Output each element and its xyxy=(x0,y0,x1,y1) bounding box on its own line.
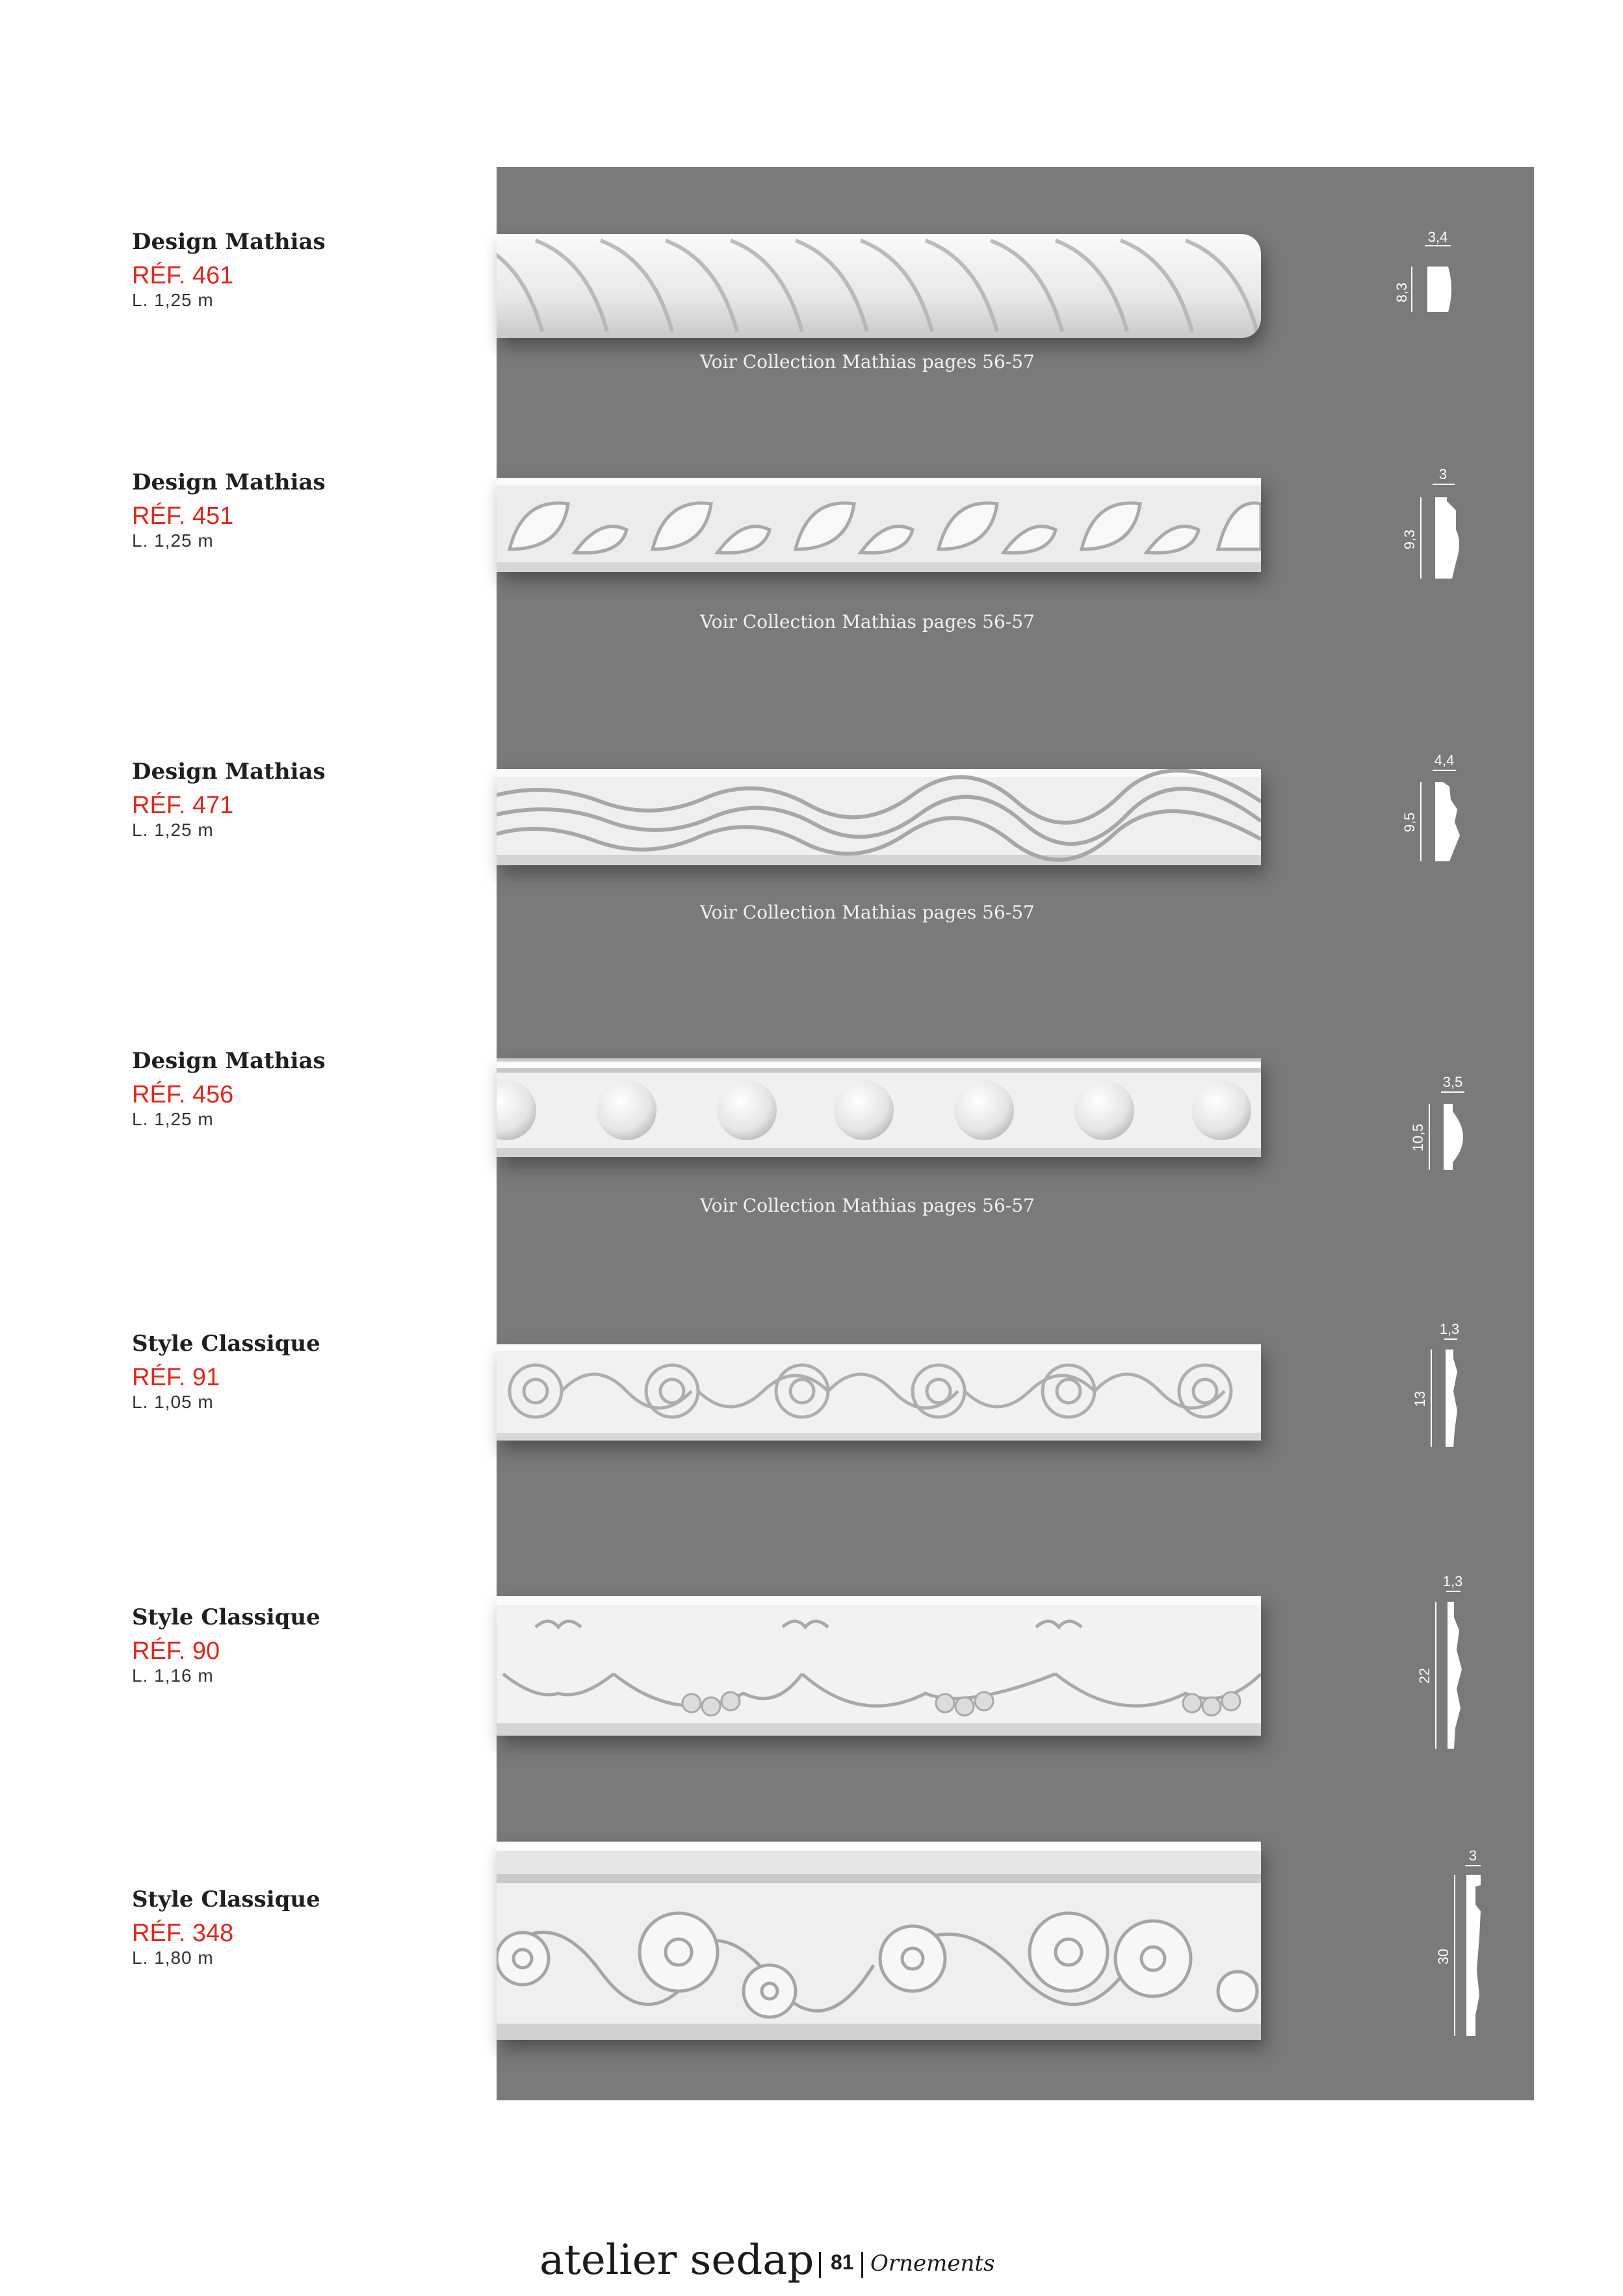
section-title: Ornements xyxy=(870,2250,995,2276)
footer-divider xyxy=(819,2252,821,2278)
product-reference: RÉF. 348 xyxy=(132,1920,234,1947)
product-length: L. 1,25 m xyxy=(132,530,214,551)
product-name: Design Mathias xyxy=(132,229,326,255)
collection-note: Voir Collection Mathias pages 56-57 xyxy=(700,902,1035,923)
profile-width: 3 xyxy=(1468,1847,1477,1864)
brand-name: atelier sedap xyxy=(539,2236,814,2284)
product-name: Style Classique xyxy=(132,1331,320,1357)
product-90-info xyxy=(132,1603,457,1686)
collection-note: Voir Collection Mathias pages 56-57 xyxy=(700,351,1035,372)
profile-width: 3 xyxy=(1438,466,1448,482)
collection-note: Voir Collection Mathias pages 56-57 xyxy=(700,1195,1035,1216)
profile-height: 9,5 xyxy=(1401,812,1418,833)
product-reference: RÉF. 451 xyxy=(132,502,234,530)
profile-91-drawing xyxy=(1412,1320,1469,1450)
moulding-461-rope xyxy=(497,234,1261,338)
profile-471-drawing xyxy=(1401,751,1462,868)
profile-width: 3,5 xyxy=(1442,1074,1463,1090)
product-name: Design Mathias xyxy=(132,469,326,495)
profile-height: 8,3 xyxy=(1394,282,1410,303)
profile-height: 13 xyxy=(1412,1390,1428,1407)
product-name: Design Mathias xyxy=(132,1048,326,1074)
product-348-info xyxy=(132,1885,457,1968)
collection-note: Voir Collection Mathias pages 56-57 xyxy=(700,611,1035,633)
product-length: L. 1,25 m xyxy=(132,290,214,310)
profile-height: 30 xyxy=(1435,1948,1451,1965)
profile-90-drawing xyxy=(1416,1572,1479,1754)
product-length: L. 1,25 m xyxy=(132,1109,214,1129)
moulding-90-garlands xyxy=(497,1596,1261,1736)
profile-height: 22 xyxy=(1416,1667,1433,1684)
product-reference: RÉF. 471 xyxy=(132,792,234,819)
footer-divider xyxy=(861,2252,863,2278)
page-number: 81 xyxy=(831,2250,854,2274)
product-reference: RÉF. 456 xyxy=(132,1081,234,1108)
product-91-info xyxy=(132,1329,457,1413)
product-length: L. 1,25 m xyxy=(132,820,214,840)
profile-456-drawing xyxy=(1410,1073,1472,1177)
profile-height: 10,5 xyxy=(1410,1123,1426,1152)
profile-461-drawing xyxy=(1394,228,1456,319)
product-reference: RÉF. 91 xyxy=(132,1364,220,1391)
product-name: Design Mathias xyxy=(132,759,326,785)
product-456-info xyxy=(132,1047,457,1130)
moulding-471-waves xyxy=(497,769,1261,865)
page-footer xyxy=(539,2236,1124,2288)
profile-width: 3,4 xyxy=(1427,229,1448,245)
product-471-info xyxy=(132,757,457,841)
profile-451-drawing xyxy=(1401,465,1462,582)
profile-width: 1,3 xyxy=(1442,1573,1463,1589)
product-reference: RÉF. 461 xyxy=(132,262,234,289)
profile-348-drawing xyxy=(1435,1846,1495,2041)
product-length: L. 1,16 m xyxy=(132,1665,214,1686)
moulding-348-rosettes xyxy=(497,1842,1261,2040)
moulding-456-pearls xyxy=(497,1058,1261,1157)
product-461-info xyxy=(132,228,457,311)
product-length: L. 1,05 m xyxy=(132,1392,214,1412)
moulding-451-leaves xyxy=(497,478,1261,572)
profile-width: 4,4 xyxy=(1434,752,1455,768)
product-name: Style Classique xyxy=(132,1604,320,1630)
product-reference: RÉF. 90 xyxy=(132,1637,220,1665)
product-451-info xyxy=(132,468,457,551)
product-name: Style Classique xyxy=(132,1886,320,1912)
product-length: L. 1,80 m xyxy=(132,1948,214,1968)
profile-width: 1,3 xyxy=(1439,1321,1460,1337)
moulding-91-scrolls xyxy=(497,1344,1261,1441)
profile-height: 9,3 xyxy=(1401,529,1418,550)
